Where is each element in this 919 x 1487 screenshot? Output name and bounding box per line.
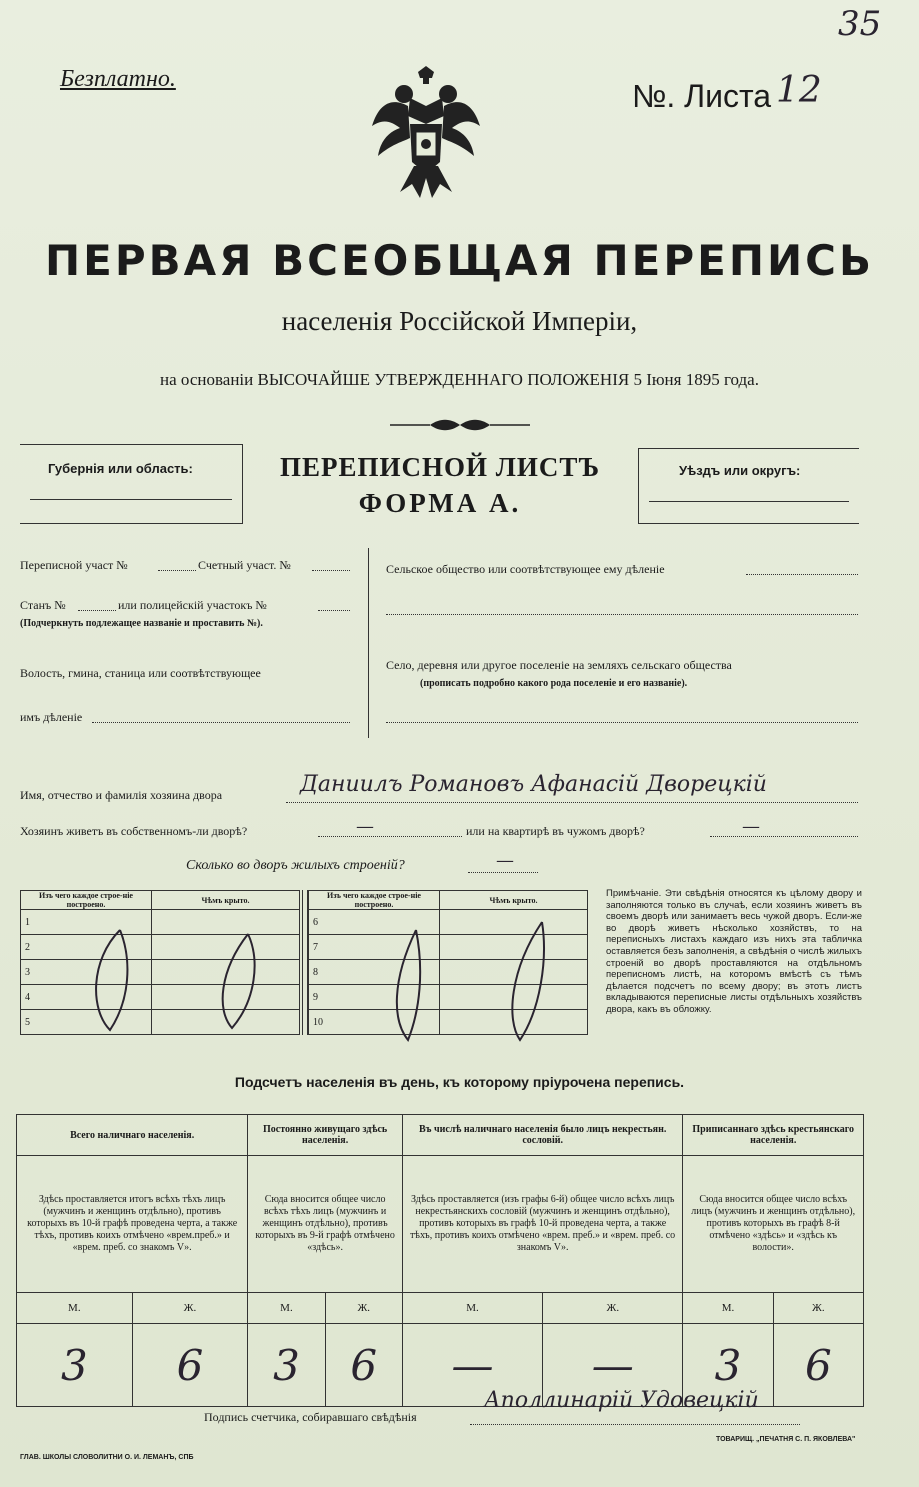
printer-imprint-right: ТОВАРИЩ. „ПЕЧАТНЯ С. П. ЯКОВЛЕВА" [716,1436,856,1443]
settlement-label: Село, деревня или другое поселеніе на земляхъ сельскаго общества [386,658,732,672]
female-label: Ж. [132,1293,248,1324]
underline-note: (Подчеркнуть подлежащее названіе и проставить №). [20,618,263,629]
tally-peasant-male[interactable]: 3 [683,1324,773,1407]
rural-society-label: Сельское общество или соотвѣтствующее ему дѣленіе [386,562,665,576]
female-label: Ж. [773,1293,863,1324]
tally-desc-permanent: Сюда вносится общее число всѣхъ тѣхъ лицъ (мужчинъ и женщинъ отдѣльно), противъ которыхъ въ 9-й графѣ отмѣчено «здѣсь». [248,1156,403,1293]
rented-label: или на квартирѣ въ чужомъ дворѣ? [466,824,645,838]
settlement-field[interactable] [386,722,858,723]
tally-present-female[interactable]: 6 [132,1324,248,1407]
population-tally-table [16,1114,864,1407]
tally-desc-non-peasant: Здѣсь проставляется (изъ графы 6-й) общее число всѣхъ лицъ некрестьянскихъ сословій (мужчинъ и женщинъ отдѣльно), противъ которыхъ въ графѣ 10-й проведена черта, а также тѣхъ, противъ коихъ отмѣчено «врем. преб.» и «врем. преб. со знакомъ V». [402,1156,683,1293]
tally-header-present: Всего наличнаго населенія. [17,1115,248,1156]
owner-name-label: Имя, отчество и фамилія хозяина двора [20,788,223,802]
free-label: Безплатно. [60,66,176,92]
form-name: ФОРМА А. [358,488,522,518]
rural-society-field-2[interactable] [386,614,858,615]
district-field[interactable] [649,501,849,502]
legal-basis: на основаніи ВЫСОЧАЙШЕ УТВЕРЖДЕННАГО ПОЛОЖЕНІЯ 5 Іюня 1895 года. [160,370,759,389]
structure-row[interactable]: 5 [21,1010,152,1035]
volost-label: Волость, гмина, станица или соотвѣтствующее [20,666,261,680]
tally-permanent-female[interactable]: 6 [325,1324,402,1407]
tally-non-peasant-male[interactable]: — [402,1324,542,1407]
rented-value: — [742,816,760,837]
sheet-number-value: 12 [776,70,822,111]
division-field[interactable] [92,722,350,723]
page-title: ПЕРВАЯ ВСЕОБЩАЯ ПЕРЕПИСЬ [45,236,874,285]
census-district-label: Переписной участ № [20,558,128,572]
tally-desc-peasant: Сюда вносится общее число всѣхъ лицъ (мужчинъ и женщинъ отдѣльно), противъ которыхъ въ графѣ 8-й отмѣчено «здѣсь» и «здѣсь къ волости». [683,1156,864,1293]
stan-label: Станъ № [20,598,66,612]
census-district-field[interactable] [158,570,196,571]
female-label: Ж. [325,1293,402,1324]
ornament-divider-icon [390,418,530,432]
structure-row[interactable]: 4 [21,985,152,1010]
buildings-label: Сколько во дворъ жилыхъ строеній? [186,858,405,873]
structure-row[interactable]: 3 [21,960,152,985]
tally-header-peasant: Приписаннаго здѣсь крестьянскаго населенія. [683,1115,864,1156]
province-box [20,444,243,524]
tally-desc-present: Здѣсь проставляется итогъ всѣхъ тѣхъ лицъ (мужчинъ и женщинъ отдѣльно), противъ которыхъ въ 10-й графѣ проведена черта, а также тѣхъ, противъ коихъ отмѣчено «врем.преб.» и «врем. преб. со знакомъ V». [17,1156,248,1293]
tally-header-non-peasant: Въ числѣ наличнаго населенія было лицъ некрестьян. сословій. [402,1115,683,1156]
signature-value: Аполлинарій Удовецкій [484,1388,759,1413]
male-label: М. [402,1293,542,1324]
corner-note: 35 [838,4,882,44]
form-title: ПЕРЕПИСНОЙ ЛИСТЪ [279,452,601,482]
stan-field[interactable] [78,610,116,611]
structure-row[interactable]: 9 [309,985,440,1010]
female-label: Ж. [543,1293,683,1324]
province-field[interactable] [30,499,232,500]
structure-roof-header: Чѣмъ крыто. [440,891,588,910]
tally-peasant-female[interactable]: 6 [773,1324,863,1407]
counting-district-label: Счетный участ. № [198,558,291,572]
page-subtitle: населенія Россійской Имперіи, [281,306,638,336]
printer-imprint-left: ГЛАВ. ШКОЛЫ СЛОВОЛИТНИ О. И. ЛЕМАНЪ, СПБ [20,1454,194,1461]
owner-name-field[interactable] [286,802,858,803]
province-label: Губернія или область: [48,461,193,476]
signature-field[interactable] [470,1424,800,1425]
rented-field[interactable] [710,836,858,837]
buildings-value: — [496,850,514,871]
division-label: имъ дѣленіе [20,710,83,724]
own-yard-field[interactable] [318,836,462,837]
signature-label: Подпись счетчика, собиравшаго свѣдѣнія [204,1410,417,1424]
tally-permanent-male[interactable]: 3 [248,1324,325,1407]
structure-row[interactable]: 7 [309,935,440,960]
own-yard-value: — [356,816,374,837]
column-divider [368,548,369,738]
counting-district-field[interactable] [312,570,350,571]
rural-society-field[interactable] [746,574,858,575]
structure-row[interactable]: 10 [309,1010,440,1035]
sheet-number-label: №. Листа [632,78,772,114]
district-box [638,448,859,524]
structure-row[interactable]: 1 [21,910,152,935]
structure-row[interactable]: 8 [309,960,440,985]
police-precinct-field[interactable] [318,610,350,611]
police-precinct-label: или полицейскій участокъ № [118,598,267,612]
note-text: Примѣчаніе. Эти свѣдѣнія относятся къ цѣлому двору и заполняются только въ случаѣ, если хозяинъ живетъ въ своемъ дворѣ или занимаетъ весь чужой дворъ. Если-же во дворѣ живетъ нѣсколько хозяйствъ, то на переписныхъ листахъ каждаго изъ нихъ эта табличка оставляется безъ заполненія, а свѣдѣнія о числѣ жилыхъ строеній во дворѣ проставляются на отдѣльномъ переписномъ листѣ, на которомъ вмѣстѣ съ тѣмъ дѣлается подсчетъ по всему двору; въ этотъ листъ вкладываются переписные листы отдѣльныхъ хозяйствъ двора, какъ въ обложку. [606,888,862,1015]
structure-row[interactable]: 6 [309,910,440,935]
tally-title: Подсчетъ населенія въ день, къ которому пріурочена перепись. [234,1074,685,1090]
tally-non-peasant-female[interactable]: — [543,1324,683,1407]
owner-name-value: Даниилъ Романовъ Афанасій Дворецкій [300,772,767,797]
district-label: Уѣздъ или округъ: [679,463,801,478]
buildings-field[interactable] [468,872,538,873]
tally-present-male[interactable]: 3 [17,1324,133,1407]
structure-row[interactable]: 2 [21,935,152,960]
blank-strike-marks [20,900,600,1060]
double-headed-eagle-icon [370,66,482,204]
structure-material-header: Изъ чего каждое строе-ніе построено. [309,891,440,910]
tally-header-permanent: Постоянно живущаго здѣсь населенія. [248,1115,403,1156]
settlement-note: (прописать подробно какого рода поселеніе и его названіе). [420,678,688,689]
structure-roof-header: Чѣмъ крыто. [152,891,300,910]
male-label: М. [683,1293,773,1324]
own-yard-label: Хозяинъ живетъ въ собственномъ-ли дворѣ? [20,824,248,838]
male-label: М. [248,1293,325,1324]
male-label: М. [17,1293,133,1324]
structure-material-header: Изъ чего каждое строе-ніе построено. [21,891,152,910]
